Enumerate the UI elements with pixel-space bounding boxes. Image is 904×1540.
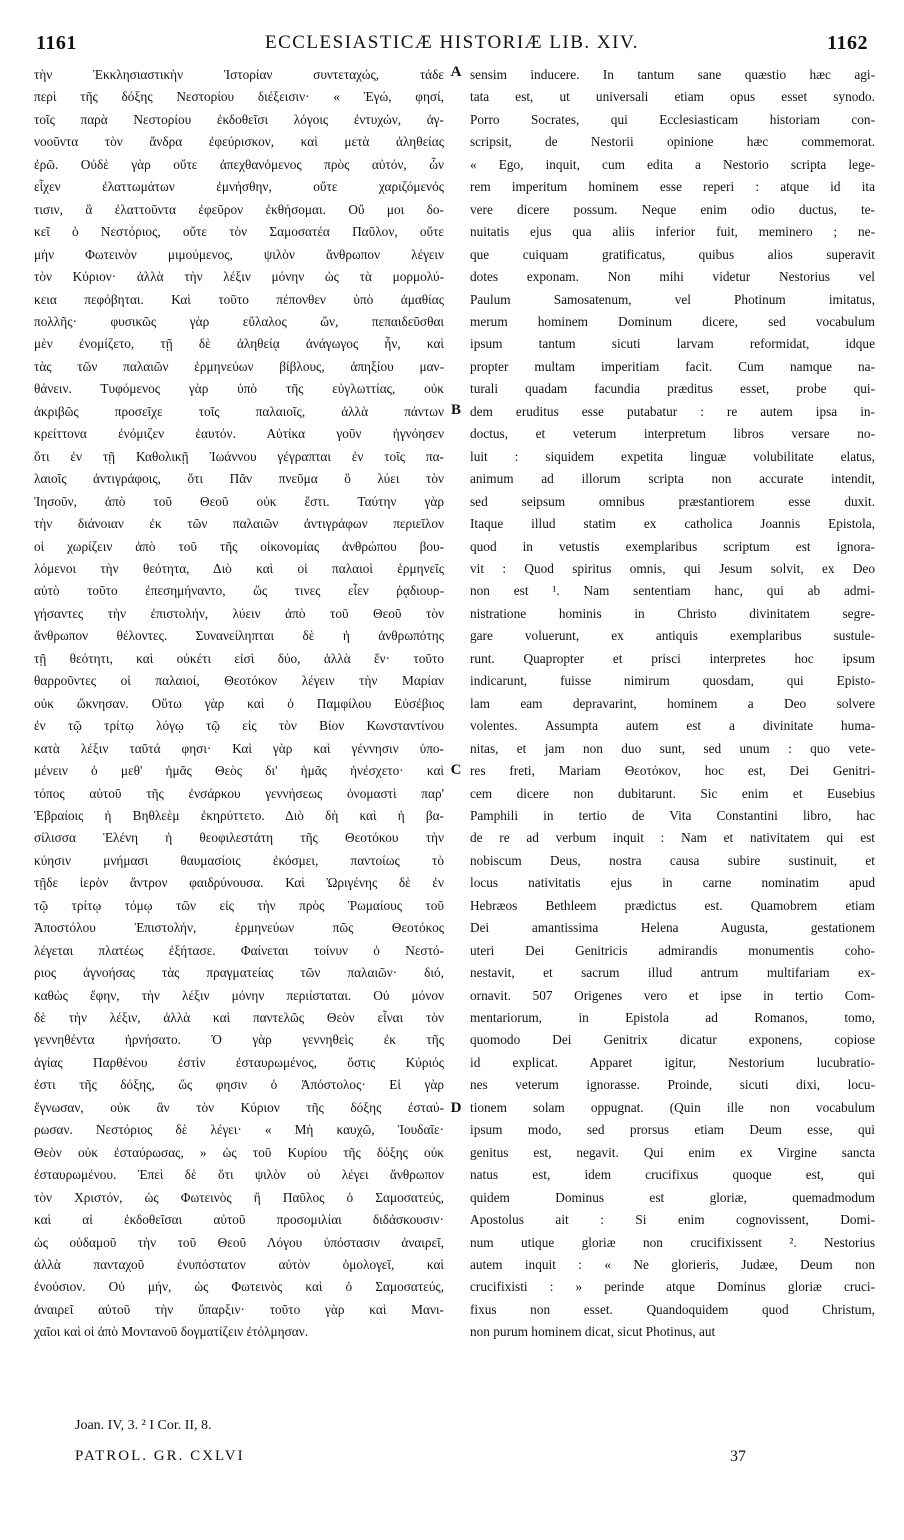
greek-text-line: θάνειν. Τυφόμενος γὰρ ὑπὸ τῆς εὐγλωττίας, οὐκ (34, 381, 444, 397)
greek-text-line: μὲν ἐνομίζετο, τῇ δὲ ἀληθείᾳ ἀνάγωγος ἦν, καὶ (34, 336, 444, 352)
signature-number: 37 (730, 1448, 746, 1465)
latin-text-line: propter multam imperitiam facit. Cum namque na- (470, 358, 875, 374)
section-marker-b: B (450, 402, 461, 418)
greek-text-line: ἀκριβῶς προσεῖχε τοῖς παλαιοῖς, ἀλλὰ πάντων (34, 403, 444, 419)
latin-text-line: Porro Socrates, qui Ecclesiasticam historiam con- (470, 111, 875, 127)
greek-text-line: ρωσαν. Νεστόριος δὲ λέγει· « Μὴ καυχῶ, Ἰουδαῖε· (34, 1122, 444, 1138)
greek-text-line: τὰς τῶν παλαιῶν ἑρμηνεύων βίβλους, ἀπηξίου μαν- (34, 358, 444, 374)
latin-text-line: nes veterum ignorasse. Proinde, sicuti dixi, locu- (470, 1077, 875, 1093)
latin-text-line: tionem solam oppugnat. (Quin ille non vocabulum (470, 1099, 875, 1115)
latin-text-line: non est ¹. Nam sententiam hanc, qui ab admi- (470, 583, 875, 599)
greek-text-line: σίλισσα Ἑλένη ἡ θεοφιλεστάτη τῆς Θεοτόκου τὴν (34, 830, 444, 846)
latin-text-line: de re ad verbum inquit : Nam et nativitatem qui est (470, 830, 875, 846)
latin-text-line: ipsum modo, sed prorsus etiam Deum esse, qui (470, 1122, 875, 1138)
latin-text-line: quidem Dominus est gloriæ, quemadmodum (470, 1189, 875, 1205)
latin-text-line: animum ad illorum scripta non accurate intendit, (470, 471, 875, 487)
section-marker-c: C (450, 762, 462, 778)
latin-text-line: nuitatis ejus qua aliis inferior fuit, meminero ; ne- (470, 224, 875, 240)
latin-text-line: lam eam depravarint, hominem a Deo solvere (470, 695, 875, 711)
latin-text-line: quomodo Dei Genitrix dicatur exponens, copiose (470, 1032, 875, 1048)
greek-text-line: μὴν Φωτεινὸν μιμούμενος, ψιλὸν ἄνθρωπον λέγειν (34, 246, 444, 262)
greek-text-line: κατὰ λέξιν ταῦτά φησι· Καὶ γὰρ καὶ γέννησιν ὑπο- (34, 740, 444, 756)
latin-text-line: volentes. Assumpta autem est a divinitate huma- (470, 718, 875, 734)
latin-text-line: indicarunt, fuisse nimirum quosdam, qui Episto- (470, 673, 875, 689)
greek-text-line: ἐστι τῆς δόξης, ὥς φησιν ὁ Ἀπόστολος· Εἰ γὰρ (34, 1077, 444, 1093)
right-column-number: 1162 (827, 32, 868, 54)
greek-text-line: ἁγίας Παρθένου ἐστὶν ἐσταυρωμένος, ὅστις Κύριός (34, 1054, 444, 1070)
latin-text-line: Apostolus ait : Si enim cognovissent, Domi- (470, 1212, 875, 1228)
greek-text-line: καθὼς ἔφην, τὴν λέξιν μόνην περιίσταται. Οὐ μόνον (34, 987, 444, 1003)
section-marker-d: D (450, 1100, 462, 1116)
greek-text-line: ἄνθρωπον θέλοντες. Συνανείληπται δὲ ἡ ἀνθρωπότης (34, 628, 444, 644)
latin-text-line: scripsit, de Nestorii opinione hæc commemorat. (470, 134, 875, 150)
greek-text-line: χαῖοι καὶ οἱ ἀπὸ Μοντανοῦ δογματίζειν ἐτόλμησαν. (34, 1324, 309, 1340)
greek-text-line: εἶχεν ἐλαττωμάτων ἐμνήσθην, οὔτε χαριζόμενός (34, 179, 444, 195)
latin-text-line: genitus est, negavit. Qui enim ex Virgine sancta (470, 1144, 875, 1160)
latin-text-line: merum hominem Dominum dicere, sed vocabulum (470, 313, 875, 329)
page-header (36, 32, 868, 62)
greek-text-line: μένειν ὁ μεθ' ἡμᾶς Θεὸς δι' ἡμᾶς ἠνέσχετο· καὶ (34, 763, 444, 779)
latin-text-line: uteri Dei Genitricis admirandis monumentis coho- (470, 942, 875, 958)
latin-text-line: Dei amantissima Helena Augusta, gestationem (470, 920, 875, 936)
greek-text-line: νοοῦντα τὸν ἄνδρα ἐφεύρισκον, καὶ μετὰ ἀληθείας (34, 134, 444, 150)
latin-text-line: luit : siquidem expetita linguæ volubilitate elatus, (470, 448, 875, 464)
latin-text-line: doctus, et veterum interpretum libros versare no- (470, 426, 875, 442)
greek-text-line: οἱ χωρίζειν ἀπὸ τοῦ τῆς οἰκονομίας ἀνθρώπου βου- (34, 538, 444, 554)
latin-text-line: nitas, et jam non duo sunt, sed unum : quo vete- (470, 740, 875, 756)
greek-text-line: τὸν Χριστόν, ὡς Φωτεινὸς ἢ Παῦλος ὁ Σαμοσατεύς, (34, 1189, 444, 1205)
latin-text-line: rem imperitum hominem esse reperi : atque id ita (470, 179, 875, 195)
greek-text-line: Ἀποστόλου Ἐπιστολήν, ἑρμηνεύων πῶς Θεοτόκος (34, 920, 444, 936)
greek-text-line: τὴν Ἐκκλησιαστικὴν Ἱστορίαν συντεταχώς, τάδε (34, 67, 444, 82)
greek-text-line: τοῖς παρὰ Νεστορίου ἐκδοθεῖσι λόγοις ἐντυχών, ἀγ- (34, 111, 444, 127)
latin-text-line: Itaque illud statim ex catholica Joannis Epistola, (470, 516, 875, 532)
section-marker-a: A (450, 64, 462, 80)
greek-text-line: πολλῆς· φυσικῶς γὰρ εὔλαλος ὤν, πεπαιδεῦσθαι (34, 313, 444, 329)
latin-text-line: natus est, idem crucifixus quoque est, qui (470, 1167, 875, 1183)
latin-text-line: ipsum tantum sicuti larvam reformidat, idque (470, 336, 875, 352)
latin-text-line: mentariorum, in Epistola ad Romanos, tomo, (470, 1010, 875, 1026)
greek-text-line: τισιν, ἃ ἐλαττοῦντα ἐφεῦρον ἐκθήσομαι. Οὔ μοι δο- (34, 201, 444, 217)
greek-text-column (34, 64, 444, 1404)
latin-text-line: fixus non esset. Quandoquidem quod Christum, (470, 1301, 875, 1317)
greek-text-line: ἐν τῷ τρίτῳ λόγῳ τῷ εἰς τὸν Βίον Κωνσταντίνου (34, 718, 444, 734)
latin-text-line: crucifixisti : » perinde atque Dominus gloriæ cruci- (470, 1279, 875, 1295)
latin-text-line: quod in vetustis exemplaribus scriptum est ignora- (470, 538, 875, 554)
latin-text-line: turali quadam facundia præditus esset, probe qui- (470, 381, 875, 397)
greek-text-line: κεῖ ὁ Νεστόριος, οὔτε τὸν Σαμοσατέα Παῦλον, οὔτε (34, 224, 444, 240)
latin-text-line: id explicat. Apparet igitur, Nestorium lucubratio- (470, 1054, 875, 1070)
series-signature: PATROL. GR. CXLVI (75, 1448, 245, 1464)
greek-text-line: Ἰησοῦν, ἀπὸ τοῦ Θεοῦ οὐκ ἔστι. Ταύτην γὰρ (34, 493, 444, 509)
latin-text-line: locus nativitatis ejus in carne nominatim apud (470, 875, 875, 891)
greek-text-line: οὐκ ὤκνησαν. Οὕτω γὰρ καὶ ὁ Παμφίλου Εὐσέβιος (34, 695, 444, 711)
latin-text-line: Paulum Samosatenum, vel Photinum imitatus, (470, 291, 875, 307)
latin-text-line: que cuiquam gratificatus, quibus alios superavit (470, 246, 875, 262)
latin-text-line: Pamphili in tertio de Vita Constantini libro, hac (470, 807, 875, 823)
left-column-number: 1161 (36, 32, 77, 54)
latin-text-line: « Ego, inquit, cum edita a Nestorio scripta lege- (470, 156, 875, 172)
greek-text-line: περὶ τῆς δόξης Νεστορίου διέξεισιν· « Ἐγώ, φησί, (34, 89, 444, 105)
greek-text-line: καὶ αἱ ἐκδοθεῖσαι αὐτοῦ προσομιλίαι διδάσκουσιν· (34, 1212, 444, 1228)
greek-text-line: γήσαντες τὴν ἐπιστολήν, λύειν ἀπὸ τοῦ Θεοῦ τὸν (34, 605, 444, 621)
latin-text-line: nistratione hominis in Christo divinitatem segre- (470, 605, 875, 621)
greek-text-line: δὲ τὴν λέξιν, ἀλλὰ καὶ παντελῶς Θεὸν εἶναι τὸν (34, 1010, 444, 1026)
greek-text-line: τὸν Κύριον· ἀλλὰ τὴν λέξιν μόνην ὡς τὰ μορμολύ- (34, 269, 444, 285)
greek-text-line: λέγεται πλατέως ἐξήτασε. Φαίνεται τοίνυν ὁ Νεστό- (34, 942, 444, 958)
latin-text-line: ornavit. 507 Origenes vero et ipse in tertio Com- (470, 987, 875, 1003)
latin-text-line: nobiscum Deus, nostra causa subire sustinuit, et (470, 852, 875, 868)
greek-text-line: τὴν διάνοιαν ἐκ τῶν παλαιῶν ἀντιγράφων περιεῖλον (34, 516, 444, 532)
greek-text-line: ἐρῶ. Οὐδὲ γὰρ οὔτε ἀπεχθανόμενος πρὸς αὐτόν, ὧν (34, 156, 444, 172)
greek-text-line: ἀναιρεῖ αὐτοῦ τὴν ὕπαρξιν· τοῦτο γὰρ καὶ Μανι- (34, 1301, 444, 1317)
greek-text-line: κρείττονα ἐνόμιζεν ἑαυτόν. Αὐτίκα γοῦν ἠγνόησεν (34, 426, 444, 442)
latin-text-line: num utique gloriæ non crucifixissent ². Nestorius (470, 1234, 875, 1250)
latin-text-line: Hebræos Bethleem prædictus est. Quamobrem etiam (470, 897, 875, 913)
latin-text-line: vere dicere possum. Neque enim odio ductus, te- (470, 201, 875, 217)
latin-text-line: dem eruditus esse putabatur : re autem ipsa in- (470, 403, 875, 419)
latin-text-line: dotes exponam. Non mihi videtur Nestorius vel (470, 269, 875, 285)
greek-text-line: τῇδε ἱερὸν ἄντρον φαιδρύνουσα. Καὶ Ὠριγένης δὲ ἐν (34, 875, 444, 891)
latin-text-column (470, 64, 875, 1404)
greek-text-line: τόπος αὐτοῦ τῆς ἐνσάρκου γεννήσεως ὀνομαστὶ παρ' (34, 785, 444, 801)
greek-text-line: τῇ θεότητι, καὶ οὐκέτι εἰσὶ δύο, ἀλλὰ ἕν· τοῦτο (34, 650, 444, 666)
greek-text-line: ἐσταυρωμένου. Ἐπεὶ δὲ ὅτι ψιλὸν οὐ λέγει ἄνθρωπον (34, 1167, 444, 1183)
greek-text-line: γεννηθέντα ἠρνήσατο. Ὁ γὰρ γεννηθεὶς ἐκ τῆς (34, 1032, 444, 1048)
greek-text-line: ἔγνωσαν, οὐκ ἂν τὸν Κύριον τῆς δόξης ἐσταύ- (34, 1099, 444, 1115)
latin-text-line: runt. Quapropter et prisci interpretes hoc ipsum (470, 650, 875, 666)
greek-text-line: λόμενοι τὴν θεότητα, Διὸ καὶ οἱ παλαιοὶ ἑρμηνεῖς (34, 560, 444, 576)
greek-text-line: ὅτι ἐν τῇ Καθολικῇ Ἰωάννου γέγραπται ἐν τοῖς πα- (34, 448, 444, 464)
greek-text-line: Θεὸν οὐκ ἐσταύρωσας, » ὡς τοῦ Κυρίου τῆς δόξης οὐκ (34, 1144, 444, 1160)
greek-text-line: λαιοῖς ἀντιγράφοις, ὅτι Πᾶν πνεῦμα ὃ λύει τὸν (34, 471, 444, 487)
latin-text-line: res freti, Mariam Θεοτόκον, hoc est, Dei Genitri- (470, 763, 875, 779)
latin-text-line: non purum hominem dicat, sicut Photinus, aut (470, 1324, 716, 1340)
greek-text-line: ἐνούσιον. Οὐ μήν, ὡς Φωτεινὸς καὶ ὁ Σαμοσατεύς, (34, 1279, 444, 1295)
running-title: ECCLESIASTICÆ HISTORIÆ LIB. XIV. (264, 32, 639, 53)
latin-text-line: vit : Quod spiritus omnis, qui Jesum solvit, ex Deo (470, 560, 875, 576)
latin-text-line: nestavit, et sacrum illud antrum multifariam ex- (470, 965, 875, 981)
latin-text-line: sensim inducere. In tantum sane quæstio hæc agi- (470, 67, 875, 82)
greek-text-line: θαρροῦντες οἱ παλαιοί, Θεοτόκον λέγειν τὴν Μαρίαν (34, 673, 444, 689)
latin-text-line: sed seipsum omnibus præstantiorem esse duxit. (470, 493, 875, 509)
greek-text-line: ριος ἀγνοήσας τὰς πραγματείας τῶν παλαιῶν· διό, (34, 965, 444, 981)
greek-text-line: Ἑβραίοις ἡ Βηθλεὲμ ἐκηρύττετο. Διὸ δὴ καὶ ἡ βα- (34, 807, 444, 823)
latin-text-line: cem dicere non dubitarunt. Sic enim et Eusebius (470, 785, 875, 801)
latin-text-line: autem inquit : « Ne glorieris, Judæe, Deum non (470, 1257, 875, 1273)
latin-text-line: gare voluerunt, ex antiquis exemplaribus sustule- (470, 628, 875, 644)
greek-text-line: κεια πεφόβηται. Καὶ τοῦτο πέπονθεν ὑπὸ ἀμαθίας (34, 291, 444, 307)
greek-text-line: κύησιν μνήμασι θαυμασίοις ἐκόσμει, παντοίως τὸ (34, 852, 444, 868)
footnotes: Joan. IV, 3. ² I Cor. II, 8. (75, 1418, 212, 1433)
latin-text-line: tata est, ut universali etiam opus esset synodo. (470, 89, 875, 105)
greek-text-line: ὡς οὐδαμοῦ τὴν τοῦ Θεοῦ Λόγου ὑπόστασιν ἀναιρεῖ, (34, 1234, 444, 1250)
greek-text-line: αὐτὸ τοῦτο ἐπεσημήναντο, ὥς τινες εἶεν ῥᾳδιουρ- (34, 583, 444, 599)
greek-text-line: τῷ τρίτῳ τόμῳ τῶν εἰς τὴν πρὸς Ῥωμαίους τοῦ (34, 897, 444, 913)
greek-text-line: ἀλλὰ πανταχοῦ ἐνυπόστατον αὐτὸν ὁμολογεῖ, καὶ (34, 1257, 444, 1273)
